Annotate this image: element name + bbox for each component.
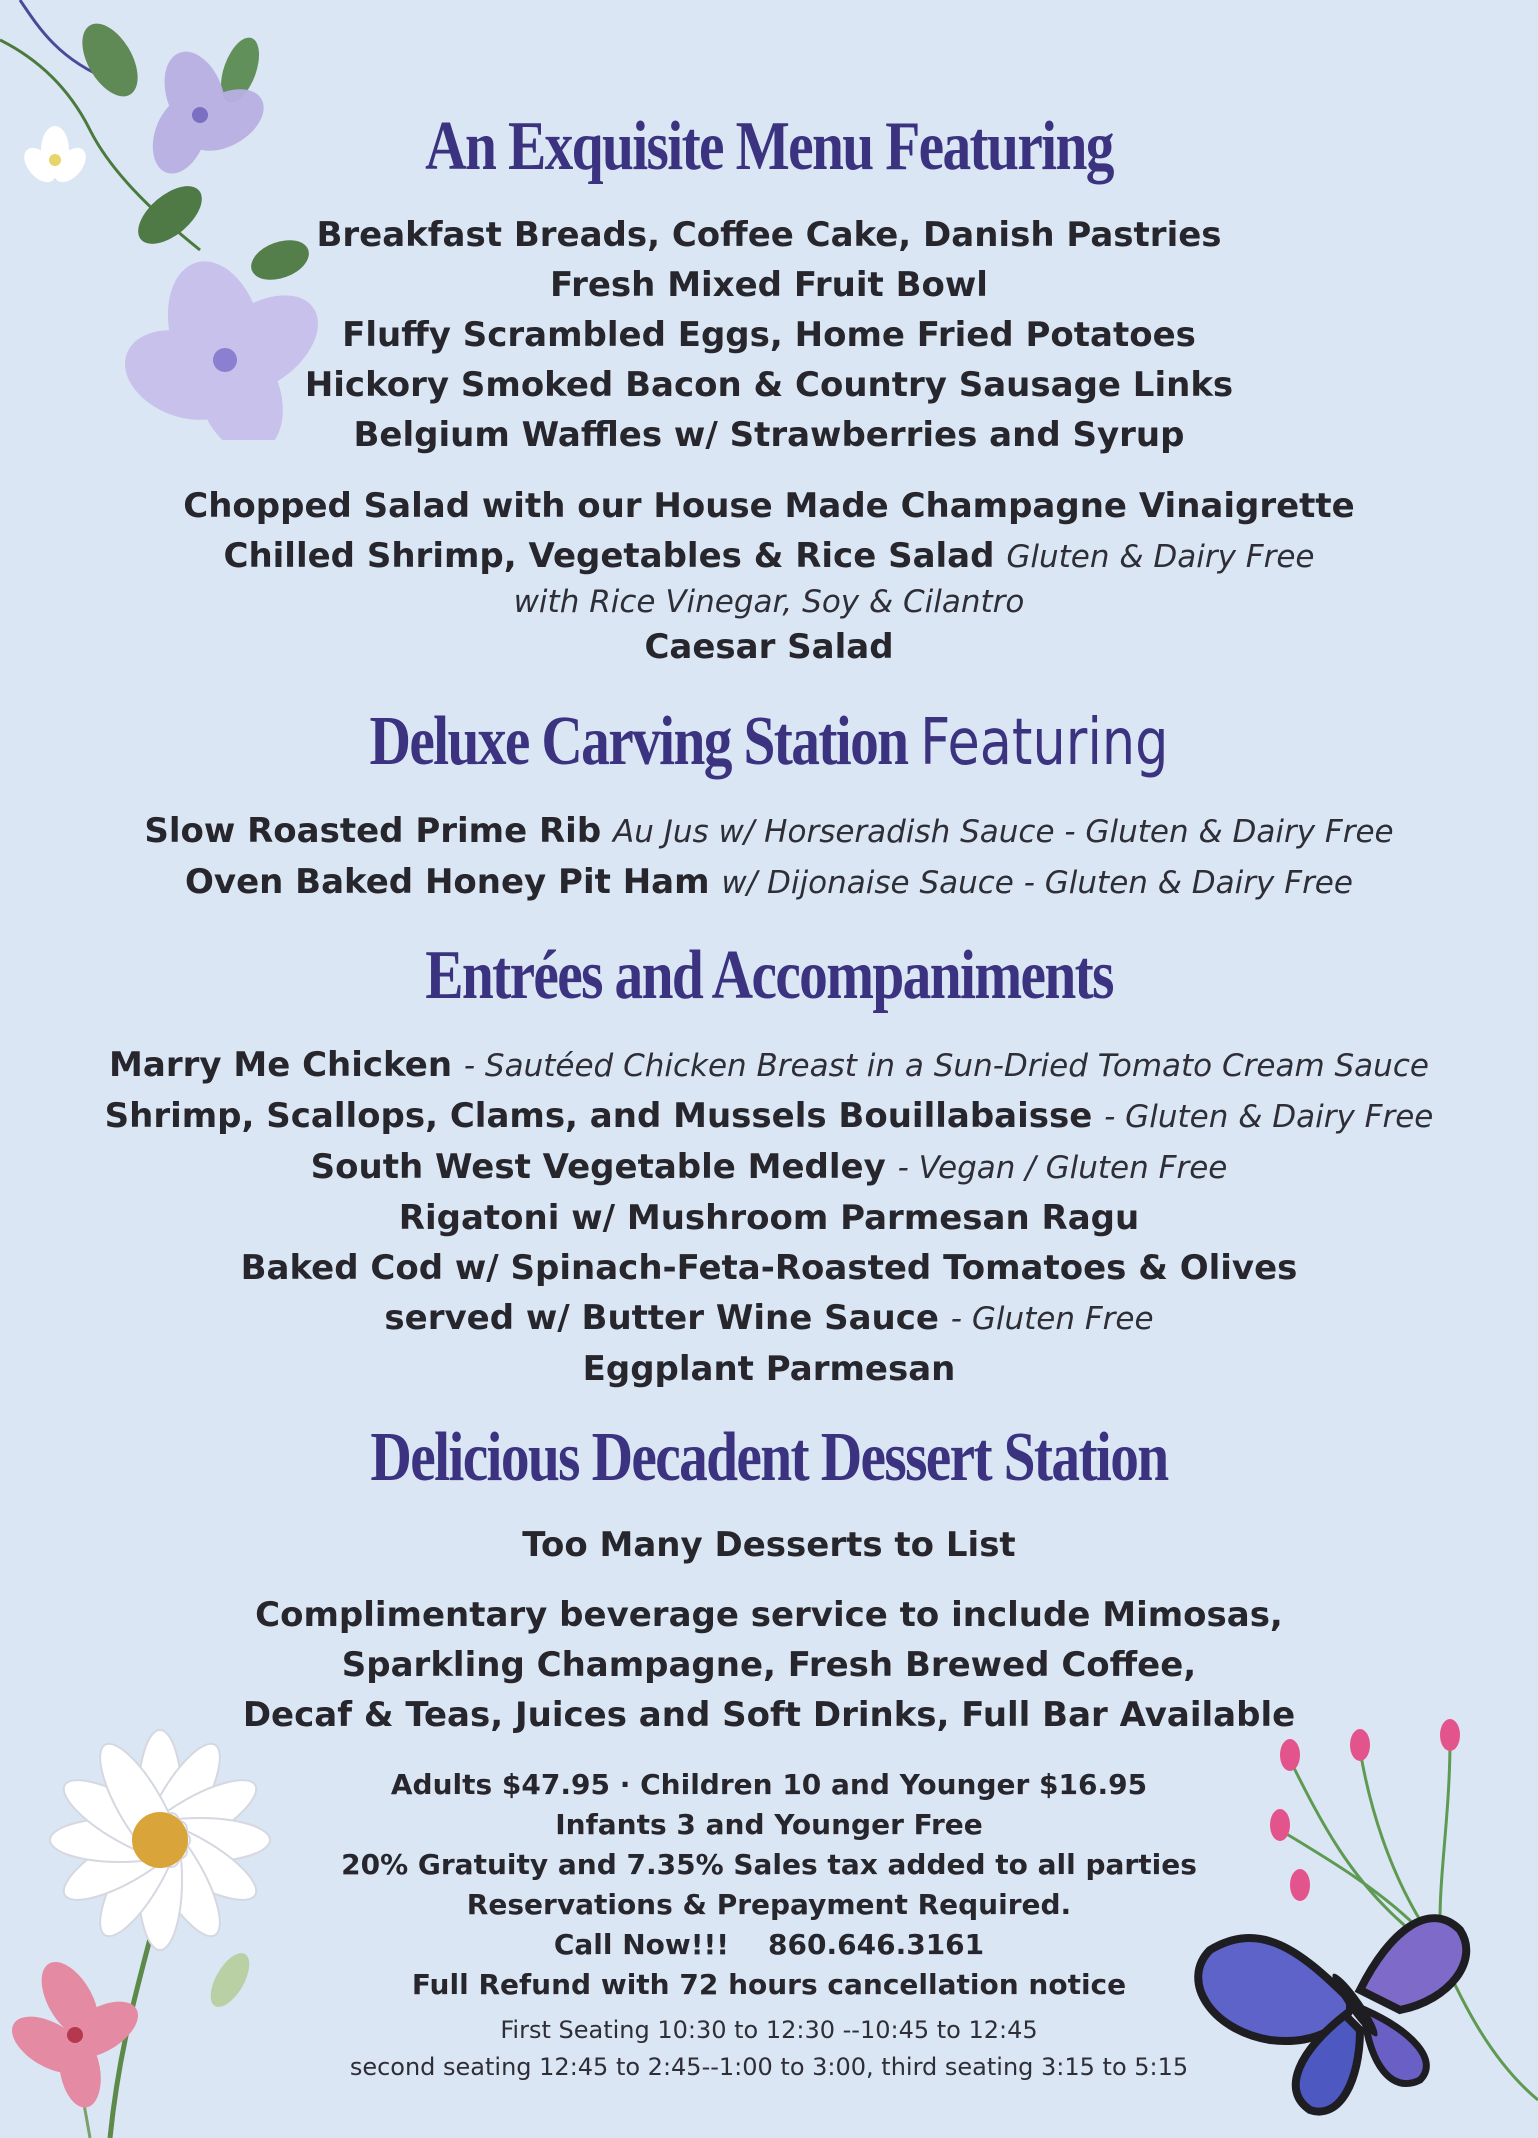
list-item: Chopped Salad with our House Made Champagne Vinaigrette — [183, 486, 1355, 526]
item-note: - Sautéed Chicken Breast in a Sun-Dried Tomato Cream Sauce — [463, 1048, 1429, 1084]
item-name: served w/ Butter Wine Sauce — [384, 1298, 939, 1338]
list-item: Belgium Waffles w/ Strawberries and Syrup — [353, 415, 1185, 455]
list-item — [0, 857, 1538, 908]
pricing-list — [0, 1765, 1538, 2005]
item-name: Eggplant Parmesan — [582, 1349, 956, 1389]
list-item — [0, 1293, 1538, 1344]
item-name: Baked Cod w/ Spinach-Feta-Roasted Tomatoes & Olives — [240, 1248, 1298, 1288]
item-note: - Vegan / Gluten Free — [897, 1150, 1228, 1186]
item-name: South West Vegetable Medley — [310, 1147, 886, 1187]
beverage-list — [0, 1590, 1538, 1740]
carving-heading-tail: Featuring — [920, 706, 1169, 780]
carving-heading-main: Deluxe Carving Station — [369, 703, 908, 780]
item-name: Marry Me Chicken — [109, 1045, 453, 1085]
item-name: Chilled Shrimp, Vegetables & Rice Salad — [223, 536, 995, 576]
list-item: Fluffy Scrambled Eggs, Home Fried Potatoes — [342, 315, 1196, 355]
item-name: Shrimp, Scallops, Clams, and Mussels Bouillabaisse — [104, 1096, 1093, 1136]
breakfast-list — [0, 210, 1538, 460]
item-subnote: with Rice Vinegar, Soy & Cilantro — [513, 584, 1025, 620]
list-item: Fresh Mixed Fruit Bowl — [550, 265, 988, 305]
list-item — [0, 806, 1538, 857]
entrees-list — [0, 1040, 1538, 1394]
item-note: w/ Dijonaise Sauce - Gluten & Dairy Free — [721, 865, 1353, 901]
seating-list — [0, 2012, 1538, 2086]
item-note: - Gluten Free — [950, 1301, 1154, 1337]
price-line: 20% Gratuity and 7.35% Sales tax added to all parties — [341, 1848, 1197, 1881]
list-item: Sparkling Champagne, Fresh Brewed Coffee, — [341, 1645, 1197, 1685]
list-item: Decaf & Teas, Juices and Soft Drinks, Full Bar Available — [242, 1695, 1296, 1735]
dessert-line: Too Many Desserts to List — [522, 1525, 1016, 1565]
list-item — [0, 1243, 1538, 1293]
carving-list — [0, 806, 1538, 908]
phone-line: Call Now!!! 860.646.3161 — [553, 1928, 985, 1961]
menu-heading: An Exquisite Menu Featuring — [425, 108, 1113, 185]
item-name: Slow Roasted Prime Rib — [144, 811, 602, 851]
dessert-heading: Delicious Decadent Dessert Station — [370, 1419, 1168, 1496]
list-item: Breakfast Breads, Coffee Cake, Danish Pastries — [316, 215, 1222, 255]
seating-line: First Seating 10:30 to 12:30 --10:45 to 12:45 — [500, 2016, 1038, 2044]
seating-line: second seating 12:45 to 2:45--1:00 to 3:00, third seating 3:15 to 5:15 — [349, 2053, 1189, 2081]
price-line: Infants 3 and Younger Free — [555, 1808, 983, 1841]
list-item: Complimentary beverage service to include Mimosas, — [255, 1595, 1283, 1635]
list-item — [0, 1344, 1538, 1394]
item-note: Au Jus w/ Horseradish Sauce - Gluten & Dairy Free — [613, 814, 1394, 850]
salad-list — [0, 481, 1538, 672]
list-item — [0, 531, 1538, 582]
list-item: Caesar Salad — [644, 627, 894, 667]
list-item — [0, 1040, 1538, 1091]
list-item — [0, 1091, 1538, 1142]
item-name: Oven Baked Honey Pit Ham — [185, 862, 710, 902]
item-note: - Gluten & Dairy Free — [1104, 1099, 1434, 1135]
price-line: Full Refund with 72 hours cancellation notice — [411, 1968, 1127, 2001]
entrees-heading: Entrées and Accompaniments — [425, 937, 1113, 1014]
list-item: Hickory Smoked Bacon & Country Sausage Links — [304, 365, 1234, 405]
item-note: Gluten & Dairy Free — [1006, 539, 1315, 575]
list-item — [0, 1193, 1538, 1243]
list-item — [0, 1142, 1538, 1193]
price-line: Adults $47.95 · Children 10 and Younger $16.95 — [390, 1768, 1148, 1801]
price-line: Reservations & Prepayment Required. — [466, 1888, 1072, 1921]
item-name: Rigatoni w/ Mushroom Parmesan Ragu — [398, 1198, 1140, 1238]
carving-heading — [138, 702, 1399, 783]
